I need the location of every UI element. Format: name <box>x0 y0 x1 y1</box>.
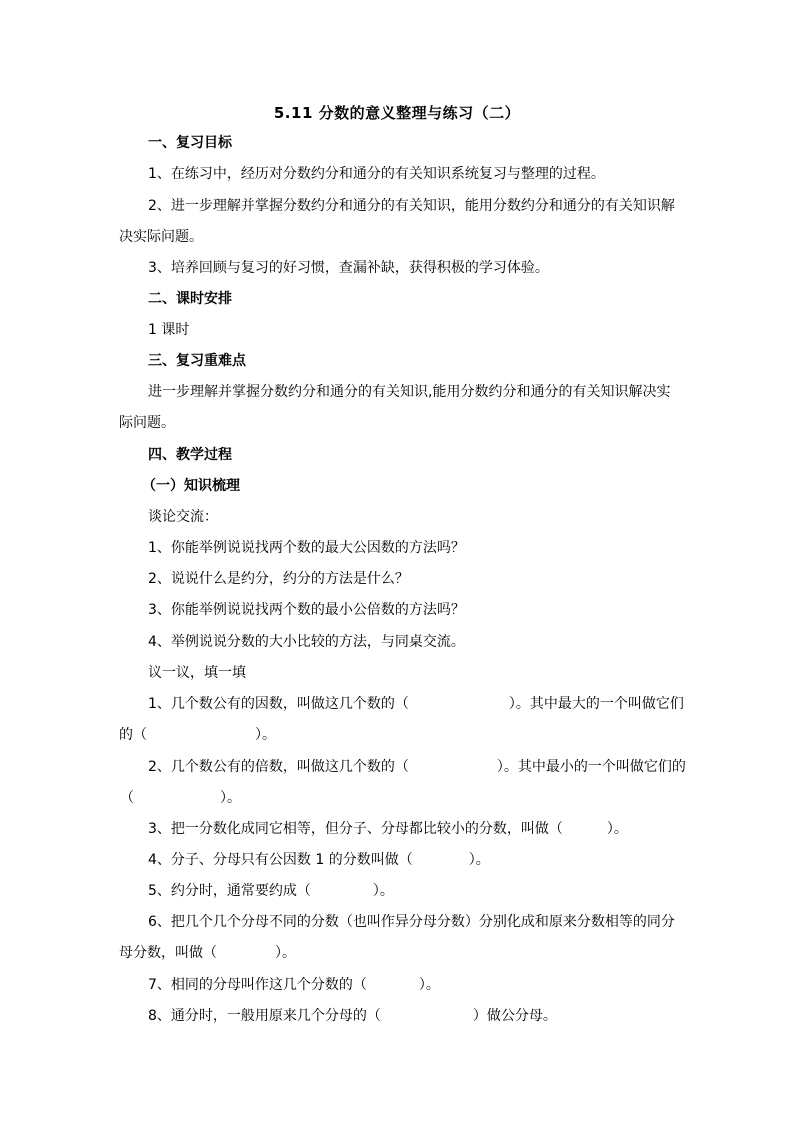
schedule-text: 1 课时 <box>148 322 190 338</box>
fill-item-7 <box>148 975 440 995</box>
fill-item-5 <box>148 881 394 901</box>
goal-item-2-line-2: 决实际问题。 <box>119 229 203 245</box>
fill-item-6-line-2 <box>119 943 296 963</box>
fill-label: 议一议，填一填 <box>148 665 246 681</box>
fill-item-8 <box>148 1006 557 1026</box>
fill-item-2-line-1 <box>148 757 686 777</box>
subsection-heading-knowledge: （一）知识梳理 <box>142 478 240 494</box>
fill-item-2-line-2 <box>120 788 241 808</box>
fill-item-6-close: ）。 <box>275 945 296 961</box>
discuss-question-3: 3、你能举例说说找两个数的最小公倍数的方法吗？ <box>148 602 465 618</box>
fill-item-8-text: 8、通分时，一般用原来几个分母的（ <box>148 1008 381 1024</box>
goal-item-3: 3、培养回顾与复习的好习惯，查漏补缺，获得积极的学习体验。 <box>148 260 549 276</box>
section-heading-review-goals: 一、复习目标 <box>148 135 232 151</box>
fill-item-6-line-1: 6、把几个几个分母不同的分数（也叫作异分母分数）分别化成和原来分数相等的同分 <box>148 914 675 930</box>
section-heading-process: 四、教学过程 <box>148 447 232 463</box>
fill-item-1-line-2 <box>119 725 276 745</box>
fill-item-3 <box>148 819 628 839</box>
fill-item-2-close: ）。 <box>220 790 241 806</box>
fill-item-2-text: 2、几个数公有的倍数，叫做这几个数的（ <box>148 759 409 775</box>
goal-item-2-line-1: 2、进一步理解并掌握分数约分和通分的有关知识，能用分数约分和通分的有关知识解 <box>148 198 675 214</box>
section-heading-schedule: 二、课时安排 <box>148 291 232 307</box>
fill-item-5-text: 5、约分时，通常要约成（ <box>148 883 311 899</box>
discuss-question-1: 1、你能举例说说找两个数的最大公因数的方法吗？ <box>148 540 465 556</box>
page-title: 5.11 分数的意义整理与练习（二） <box>273 104 521 122</box>
discuss-label: 谈论交流： <box>148 509 218 525</box>
fill-item-7-text: 7、相同的分母叫作这几个分数的（ <box>148 977 367 993</box>
fill-item-8-close: ）做公分母。 <box>472 1008 557 1024</box>
fill-item-3-close: ）。 <box>606 821 628 837</box>
fill-item-4 <box>148 850 490 870</box>
fill-item-2-text-after: ）。其中最小的一个叫做它们的 <box>496 759 686 775</box>
fill-item-4-close: ）。 <box>468 852 490 868</box>
fill-item-1-text-after: ）。其中最大的一个叫做它们 <box>508 696 684 712</box>
fill-item-4-text: 4、分子、分母只有公因数 1 的分数叫做（ <box>148 852 413 868</box>
fill-item-1-text: 1、几个数公有的因数，叫做这几个数的（ <box>148 696 409 712</box>
fill-item-7-close: ）。 <box>418 977 440 993</box>
fill-item-1-text-2: 的（ <box>119 727 147 743</box>
fill-item-1-close: ）。 <box>255 727 276 743</box>
fill-item-2-open: （ <box>120 790 134 806</box>
section-heading-key-points: 三、复习重难点 <box>148 353 246 369</box>
key-points-line-1: 进一步理解并掌握分数约分和通分的有关知识,能用分数约分和通分的有关知识解决实 <box>148 384 671 400</box>
fill-item-1-line-1 <box>148 694 684 714</box>
fill-item-6-text: 母分数，叫做（ <box>119 945 217 961</box>
discuss-question-4: 4、举例说说分数的大小比较的方法，与同桌交流。 <box>148 634 465 650</box>
goal-item-1: 1、在练习中，经历对分数约分和通分的有关知识系统复习与整理的过程。 <box>148 166 605 182</box>
fill-item-5-close: ）。 <box>372 883 394 899</box>
key-points-line-2: 际问题。 <box>119 415 175 431</box>
discuss-question-2: 2、说说什么是约分，约分的方法是什么？ <box>148 571 409 587</box>
fill-item-3-text: 3、把一分数化成同它相等，但分子、分母都比较小的分数，叫做（ <box>148 821 563 837</box>
